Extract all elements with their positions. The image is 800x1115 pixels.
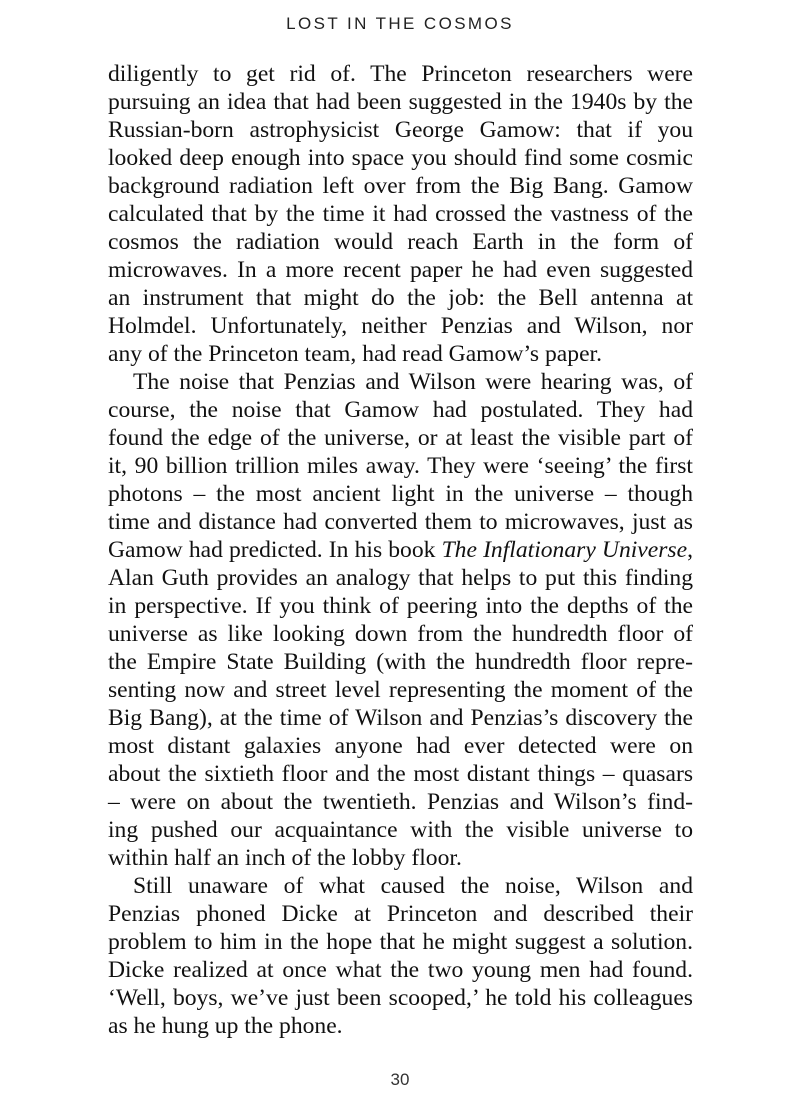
paragraph-2 bbox=[108, 368, 693, 872]
text-line: Alan Guth provides an analogy that helps to put this finding bbox=[108, 565, 693, 591]
text-line: within half an inch of the lobby floor. bbox=[108, 845, 462, 871]
text-line: Holmdel. Unfortunately, neither Penzias and Wilson, nor bbox=[108, 313, 693, 339]
text-line: it, 90 billion trillion miles away. They were ‘seeing’ the first bbox=[108, 453, 693, 479]
text-line: course, the noise that Gamow had postulated. They had bbox=[108, 397, 693, 423]
text-line: found the edge of the universe, or at least the visible part of bbox=[108, 425, 693, 451]
text-line: photons – the most ancient light in the universe – though bbox=[108, 481, 693, 507]
page-number: 30 bbox=[390, 1070, 410, 1089]
text-line: Russian-born astrophysicist George Gamow: that if you bbox=[108, 117, 693, 143]
text-line: in perspective. If you think of peering into the depths of the bbox=[108, 593, 693, 619]
text-line: problem to him in the hope that he might suggest a solution. bbox=[108, 929, 693, 955]
text-line: any of the Princeton team, had read Gamow’s paper. bbox=[108, 341, 602, 367]
text-line: microwaves. In a more recent paper he had even suggested bbox=[108, 257, 693, 283]
text-line: universe as like looking down from the hundredth floor of bbox=[108, 621, 693, 647]
paragraph-3 bbox=[108, 872, 693, 1040]
body-text bbox=[108, 60, 693, 1040]
text-line: time and distance had converted them to microwaves, just as bbox=[108, 509, 693, 535]
text-line: The noise that Penzias and Wilson were hearing was, of bbox=[133, 369, 693, 395]
text-line: calculated that by the time it had crossed the vastness of the bbox=[108, 201, 693, 227]
text-line: the Empire State Building (with the hundredth floor repre- bbox=[108, 649, 693, 675]
text-line: Still unaware of what caused the noise, Wilson and bbox=[133, 873, 693, 899]
text-line: pursuing an idea that had been suggested in the 1940s by the bbox=[108, 89, 693, 115]
text-line: background radiation left over from the Big Bang. Gamow bbox=[108, 173, 693, 199]
text-line: Dicke realized at once what the two young men had found. bbox=[108, 957, 693, 983]
text-line: – were on about the twentieth. Penzias and Wilson’s find- bbox=[108, 789, 693, 815]
text-segment: , bbox=[687, 537, 693, 563]
text-line: most distant galaxies anyone had ever detected were on bbox=[108, 733, 693, 759]
paragraph-1 bbox=[108, 60, 693, 368]
book-title: The Inflationary Universe bbox=[441, 537, 688, 563]
text-line: Penzias phoned Dicke at Princeton and described their bbox=[108, 901, 693, 927]
text-line: diligently to get rid of. The Princeton researchers were bbox=[108, 61, 693, 87]
text-line: cosmos the radiation would reach Earth in the form of bbox=[108, 229, 693, 255]
running-head: LOST IN THE COSMOS bbox=[286, 14, 514, 33]
text-line: about the sixtieth floor and the most distant things – quasars bbox=[108, 761, 693, 787]
text-line: senting now and street level representing the moment of the bbox=[108, 677, 693, 703]
text-line: ‘Well, boys, we’ve just been scooped,’ he told his colleagues bbox=[108, 985, 693, 1011]
text-line: ing pushed our acquaintance with the visible universe to bbox=[108, 817, 693, 843]
text-line: as he hung up the phone. bbox=[108, 1013, 343, 1039]
text-segment: Gamow had predicted. In his book bbox=[108, 537, 442, 563]
text-line-with-book-title bbox=[108, 536, 693, 564]
text-line: an instrument that might do the job: the Bell antenna at bbox=[108, 285, 693, 311]
text-line: Big Bang), at the time of Wilson and Penzias’s discovery the bbox=[108, 705, 693, 731]
text-line: looked deep enough into space you should find some cosmic bbox=[108, 145, 693, 171]
